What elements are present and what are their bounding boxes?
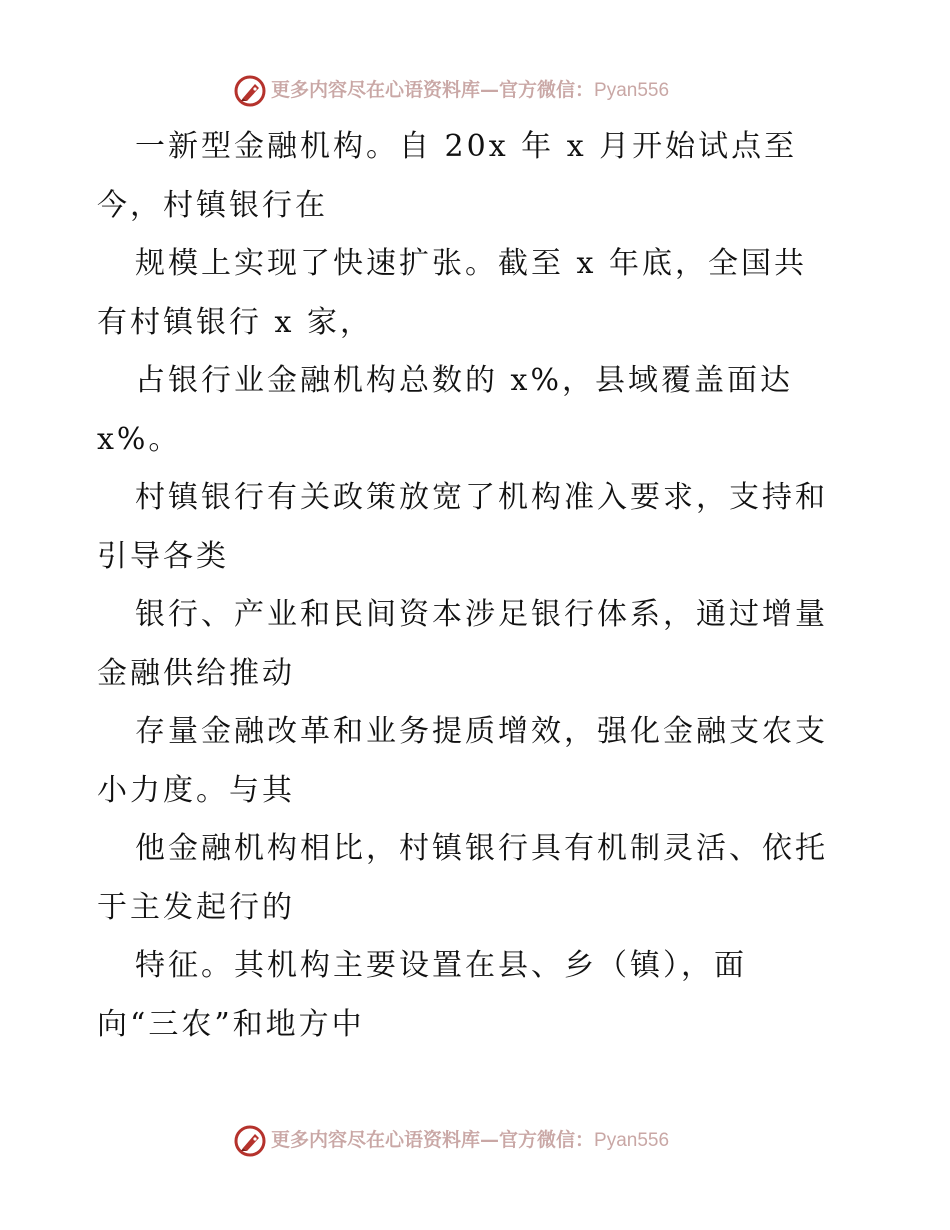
pen-nib-logo-icon — [233, 74, 267, 108]
text-line: 引导各类 — [97, 538, 229, 574]
text-line: 小力度。与其 — [97, 772, 295, 808]
text-line: 规模上实现了快速扩张。截至 x 年底，全国共 — [135, 246, 807, 281]
text-line: 于主发起行的 — [97, 889, 295, 925]
banner-text: 更多内容尽在心语资料库—官方微信：Pyan556 — [271, 79, 670, 101]
pen-nib-logo-icon — [233, 1124, 267, 1158]
document-body — [97, 118, 877, 1054]
text-line: x%。 — [97, 421, 182, 457]
text-line: 村镇银行有关政策放宽了机构准入要求，支持和 — [135, 480, 828, 515]
text-line: 有村镇银行 x 家， — [97, 304, 373, 340]
text-line: 他金融机构相比，村镇银行具有机制灵活、依托 — [135, 831, 828, 866]
footer-banner — [0, 1120, 950, 1160]
text-line: 今，村镇银行在 — [97, 187, 328, 223]
text-line: 银行、产业和民间资本涉足银行体系，通过增量 — [135, 597, 828, 632]
text-line: 向“三农”和地方中 — [97, 1006, 365, 1042]
text-line: 一新型金融机构。自 20x 年 x 月开始试点至 — [135, 129, 798, 164]
header-banner — [0, 70, 950, 110]
text-line: 存量金融改革和业务提质增效，强化金融支农支 — [135, 714, 828, 749]
text-line: 金融供给推动 — [97, 655, 295, 691]
banner-text: 更多内容尽在心语资料库—官方微信：Pyan556 — [271, 1129, 670, 1151]
text-line: 特征。其机构主要设置在县、乡（镇），面 — [135, 948, 747, 983]
text-line: 占银行业金融机构总数的 x%，县域覆盖面达 — [135, 363, 793, 398]
wechat-id: Pyan556 — [594, 1130, 670, 1151]
wechat-id: Pyan556 — [594, 80, 670, 101]
